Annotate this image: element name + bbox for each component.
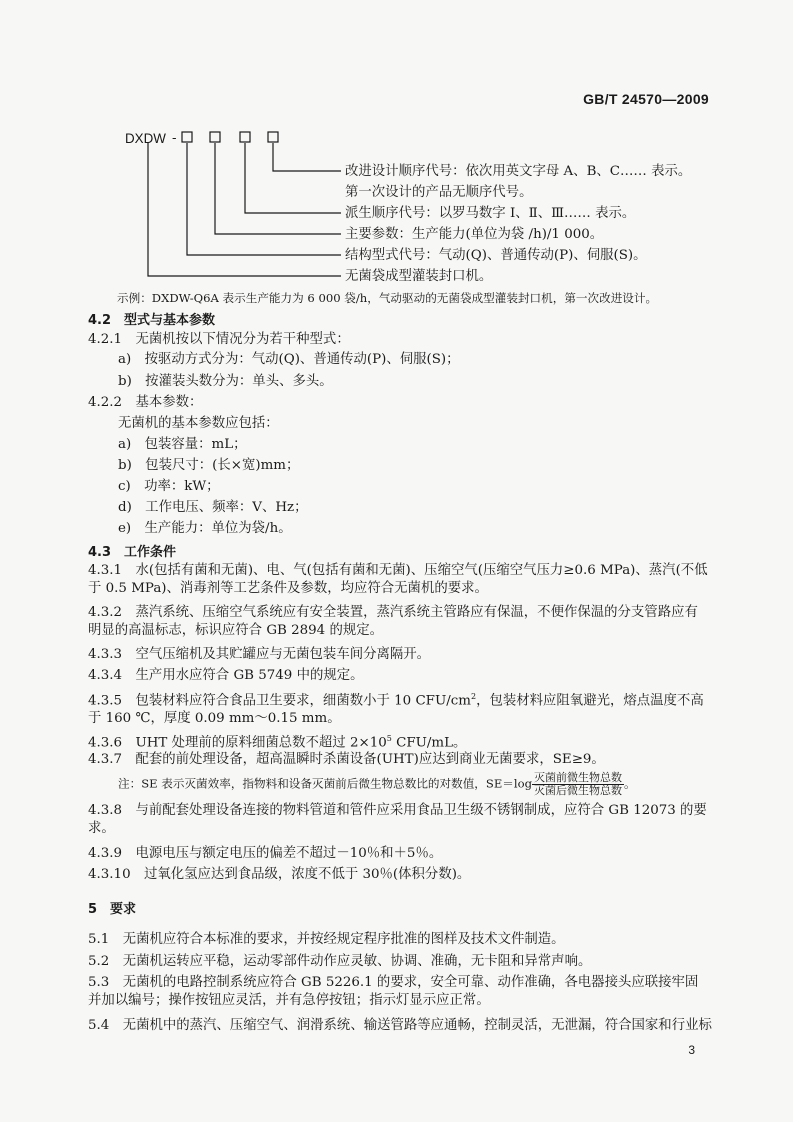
clause-4-2-2-b: b) 包装尺寸：(长×宽)mm； — [118, 458, 300, 473]
clause-4-2-1-text: 无菌机按以下情况分为若干种型式： — [135, 332, 350, 347]
clause-4-2-1-b: b) 按灌装头数分为：单头、多头。 — [118, 374, 333, 389]
clause-4-2-1-a: a) 按驱动方式分为：气动(Q)、普通传动(P)、伺服(S)； — [118, 352, 460, 367]
clause-4-3-8 — [88, 802, 710, 838]
code-box-derivative — [240, 132, 250, 142]
clause-4-3-10-text: 过氧化氢应达到食品级，浓度不低于 30％(体积分数)。 — [143, 867, 471, 882]
clause-4-3-3-text: 空气压缩机及其贮罐应与无菌包装车间分离隔开。 — [135, 647, 431, 662]
clause-4-3-9-text: 电源电压与额定电压的偏差不超过－10％和＋5％。 — [135, 846, 443, 861]
clause-4-2-2-number: 4.2.2 — [88, 395, 123, 410]
note-se-fraction — [532, 772, 624, 797]
clause-4-3-5-text-a: 包装材料应符合食品卫生要求，细菌数小于 10 CFU/cm — [135, 693, 471, 709]
designation-line-capacity: 主要参数：生产能力(单位为袋 /h)/1 000。 — [345, 227, 604, 242]
clause-4-3-2 — [88, 604, 710, 640]
code-box-capacity — [210, 132, 220, 142]
clause-4-2-2-c: c) 功率：kW； — [118, 479, 220, 494]
clause-4-3-5-text-b: ，包装材料应阻氧避光，熔点温度不高于 160 ℃，厚度 0.09 mm～0.15 mm。 — [88, 693, 704, 727]
clause-4-3-8-number: 4.3.8 — [88, 803, 123, 818]
clause-4-3-1 — [88, 562, 710, 598]
clause-5-4-number: 5.4 — [88, 1018, 110, 1033]
clause-4-3-3-number: 4.3.3 — [88, 647, 123, 662]
clause-4-3-1-number: 4.3.1 — [88, 563, 123, 578]
clause-4-3-7-text: 配套的前处理设备，超高温瞬时杀菌设备(UHT)应达到商业无菌要求，SE≥9。 — [135, 752, 605, 767]
designation-dash: - — [172, 131, 177, 146]
clause-5-1-text: 无菌机应符合本标准的要求，并按经规定程序批准的图样及技术文件制造。 — [122, 932, 565, 947]
clause-5-2-text: 无菌机运转应平稳，运动零部件动作应灵敏、协调、准确，无卡阻和异常声响。 — [122, 954, 592, 969]
heading-5: 5 要求 — [88, 902, 137, 917]
clause-4-3-4-text: 生产用水应符合 GB 5749 中的规定。 — [135, 668, 364, 683]
clause-4-3-6-text-a: UHT 处理前的原料细菌总数不超过 2×10 — [135, 735, 387, 751]
clause-4-2-2-intro: 无菌机的基本参数应包括： — [118, 416, 279, 431]
clause-4-2-1-number: 4.2.1 — [88, 332, 123, 347]
note-se-numerator: 灭菌前微生物总数 — [534, 771, 623, 784]
designation-line-derivative: 派生顺序代号：以罗马数字 Ⅰ、Ⅱ、Ⅲ…… 表示。 — [345, 206, 636, 221]
clause-4-3-2-text: 蒸汽系统、压缩空气系统应有安全装置，蒸汽系统主管路应有保温，不便作保温的分支管路应有明显的高温标志，标识应符合 GB 2894 的规定。 — [88, 605, 698, 638]
clause-4-2-2-a: a) 包装容量：mL； — [118, 437, 247, 452]
clause-4-2-2-d: d) 工作电压、频率：V、Hz； — [118, 500, 308, 515]
clause-4-3-6-superscript: 5 — [386, 734, 392, 743]
clause-4-2-2-e: e) 生产能力：单位为袋/h。 — [118, 521, 292, 536]
code-box-revision — [268, 132, 278, 142]
note-se — [118, 772, 636, 797]
note-se-text: 注：SE 表示灭菌效率，指物料和设备灭菌前后微生物总数比的对数值，SE＝log — [118, 776, 533, 791]
clause-5-2-number: 5.2 — [88, 954, 110, 969]
clause-4-3-7-number: 4.3.7 — [88, 752, 123, 767]
heading-4-3: 4.3 工作条件 — [88, 545, 177, 560]
designation-line-first-design: 第一次设计的产品无顺序代号。 — [345, 185, 533, 200]
note-se-denominator: 灭菌后微生物总数 — [534, 784, 623, 797]
clause-4-3-8-text: 与前配套处理设备连接的物料管道和管件应采用食品卫生级不锈钢制成，应符合 GB 12073 的要求。 — [88, 803, 707, 836]
designation-line-structure: 结构型式代号：气动(Q)、普通传动(P)、伺服(S)。 — [345, 248, 647, 263]
clause-5-3 — [88, 974, 710, 1010]
clause-5-4-text: 无菌机中的蒸汽、压缩空气、润滑系统、输送管路等应通畅，控制灵活，无泄漏，符合国家和行业标 — [122, 1018, 712, 1033]
clause-4-3-5 — [88, 688, 710, 728]
clause-4-3-1-text: 水(包括有菌和无菌)、电、气(包括有菌和无菌)、压缩空气(压缩空气压力≥0.6 MPa)、蒸汽(不低于 0.5 MPa)、消毒剂等工艺条件及参数，均应符合无菌机的要求。 — [88, 563, 708, 596]
standard-number: GB/T 24570—2009 — [583, 91, 709, 107]
code-box-structure — [182, 132, 192, 142]
clause-4-3-9-number: 4.3.9 — [88, 846, 123, 861]
note-se-end: 。 — [624, 776, 636, 791]
clause-4-3-6-number: 4.3.6 — [88, 735, 123, 751]
heading-4-2: 4.2 型式与基本参数 — [88, 313, 216, 328]
clause-4-3-6-text-b: CFU/mL。 — [391, 735, 467, 751]
clause-4-3-4-number: 4.3.4 — [88, 668, 123, 683]
clause-4-3-2-number: 4.3.2 — [88, 605, 123, 620]
clause-4-3-5-superscript: 2 — [470, 692, 477, 701]
clause-5-1-number: 5.1 — [88, 932, 110, 947]
clause-5-3-number: 5.3 — [88, 975, 110, 990]
designation-line-revision: 改进设计顺序代号：依次用英文字母 A、B、C…… 表示。 — [345, 164, 692, 179]
designation-prefix: DXDW — [125, 131, 166, 146]
clause-4-3-10-number: 4.3.10 — [88, 867, 131, 882]
clause-4-2-2-text: 基本参数： — [135, 395, 203, 410]
clause-5-3-text: 无菌机的电路控制系统应符合 GB 5226.1 的要求，安全可靠、动作准确，各电器接头应联接牢固并加以编号；操作按钮应灵活，并有急停按钮；指示灯显示应正常。 — [88, 975, 699, 1008]
designation-example: 示例：DXDW-Q6A 表示生产能力为 6 000 袋/h，气动驱动的无菌袋成型灌装封口机，第一次改进设计。 — [117, 291, 658, 305]
clause-4-3-5-number: 4.3.5 — [88, 693, 123, 709]
designation-line-name: 无菌袋成型灌装封口机。 — [345, 269, 493, 284]
page-number: 3 — [688, 1043, 695, 1057]
